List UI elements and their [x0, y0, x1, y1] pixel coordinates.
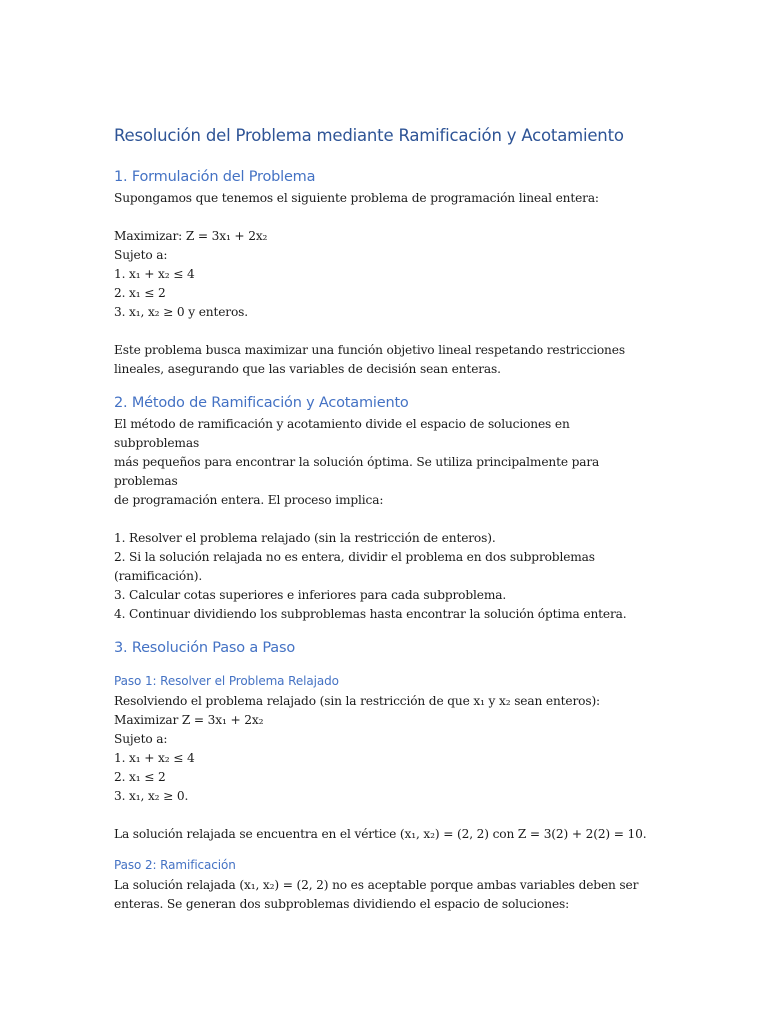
process-step-2-cont: (ramificación).: [114, 569, 203, 583]
step-1-line-2: Maximizar Z = 3x₁ + 2x₂: [114, 713, 264, 727]
objective-function: Maximizar: Z = 3x₁ + 2x₂: [114, 229, 268, 243]
section-2-para-line-3: de programación entera. El proceso implica:: [114, 493, 384, 507]
step-1-heading: Paso 1: Resolver el Problema Relajado: [114, 674, 339, 688]
step-1-line-6: 3. x₁, x₂ ≥ 0.: [114, 789, 189, 803]
process-step-3: 3. Calcular cotas superiores e inferiores para cada subproblema.: [114, 588, 507, 602]
step-2-line-2: enteras. Se generan dos subproblemas dividiendo el espacio de soluciones:: [114, 897, 570, 911]
document-body: [114, 124, 654, 914]
step-2-line-1: La solución relajada (x₁, x₂) = (2, 2) no es aceptable porque ambas variables deben ser: [114, 878, 639, 892]
section-2-para-line-1: El método de ramificación y acotamiento divide el espacio de soluciones en subproblemas: [114, 417, 570, 450]
step-1-line-5: 2. x₁ ≤ 2: [114, 770, 166, 784]
process-step-2: 2. Si la solución relajada no es entera, dividir el problema en dos subproblemas: [114, 550, 595, 564]
section-2-heading: 2. Método de Ramificación y Acotamiento: [114, 395, 409, 411]
constraint-2: 2. x₁ ≤ 2: [114, 286, 166, 300]
constraint-3: 3. x₁, x₂ ≥ 0 y enteros.: [114, 305, 248, 319]
section-1-heading: 1. Formulación del Problema: [114, 169, 316, 185]
subject-to-label: Sujeto a:: [114, 248, 168, 262]
step-2-heading: Paso 2: Ramificación: [114, 858, 236, 872]
section-2-para-line-2: más pequeños para encontrar la solución óptima. Se utiliza principalmente para problemas: [114, 455, 600, 488]
constraint-1: 1. x₁ + x₂ ≤ 4: [114, 267, 195, 281]
section-1-closing-line-2: lineales, asegurando que las variables de decisión sean enteras.: [114, 362, 501, 376]
section-3-heading: 3. Resolución Paso a Paso: [114, 640, 296, 656]
step-1-result: La solución relajada se encuentra en el vértice (x₁, x₂) = (2, 2) con Z = 3(2) + 2(2) = 10.: [114, 827, 647, 841]
step-1-line-4: 1. x₁ + x₂ ≤ 4: [114, 751, 195, 765]
process-step-4: 4. Continuar dividiendo los subproblemas hasta encontrar la solución óptima entera.: [114, 607, 627, 621]
section-1-intro: Supongamos que tenemos el siguiente problema de programación lineal entera:: [114, 191, 599, 205]
section-1-closing-line-1: Este problema busca maximizar una función objetivo lineal respetando restricciones: [114, 343, 625, 357]
process-step-1: 1. Resolver el problema relajado (sin la restricción de enteros).: [114, 531, 496, 545]
document-title: Resolución del Problema mediante Ramificación y Acotamiento: [114, 126, 624, 145]
step-1-line-3: Sujeto a:: [114, 732, 168, 746]
step-1-line-1: Resolviendo el problema relajado (sin la restricción de que x₁ y x₂ sean enteros):: [114, 694, 601, 708]
